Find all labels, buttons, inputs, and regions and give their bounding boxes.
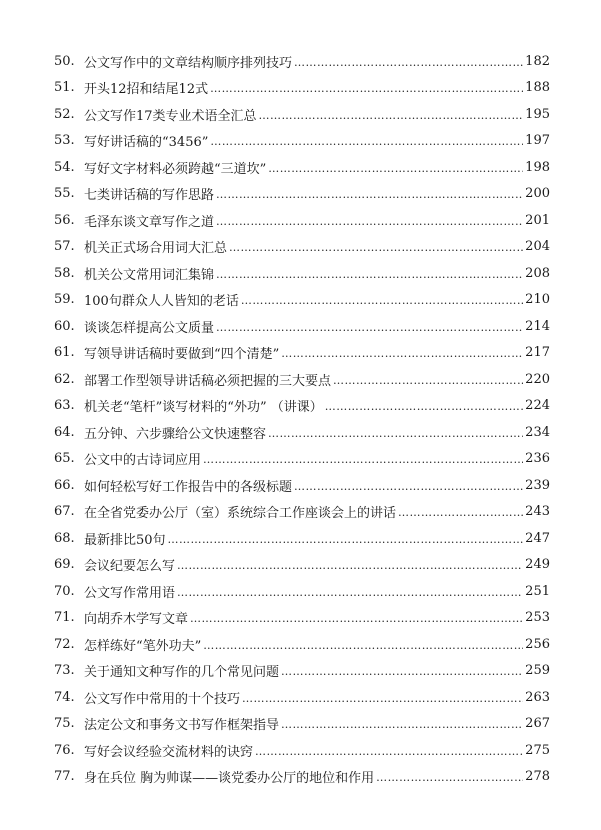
entry-title: 法定公文和事务文书写作框架指导: [84, 718, 280, 734]
dot-leader: [216, 321, 523, 334]
toc-entry[interactable]: [54, 234, 550, 261]
toc-entry[interactable]: [54, 101, 550, 128]
entry-title: 毛泽东谈文章写作之道: [84, 214, 215, 230]
dot-leader: [325, 400, 523, 413]
entry-title: 会议纪要怎么写: [84, 559, 176, 575]
entry-number: 61.: [54, 345, 75, 361]
entry-number: 70.: [54, 583, 75, 599]
dot-leader: [376, 771, 523, 784]
page-number: 275: [525, 742, 550, 758]
dot-leader: [190, 612, 523, 625]
entry-title: 关于通知文种写作的几个常见问题: [84, 665, 280, 681]
entry-number: 76.: [54, 742, 75, 758]
entry-number: 64.: [54, 424, 75, 440]
dot-leader: [242, 692, 523, 705]
toc-entry[interactable]: [54, 737, 550, 764]
toc-entry[interactable]: [54, 658, 550, 685]
entry-number: 75.: [54, 716, 75, 732]
dot-leader: [203, 639, 523, 652]
toc-entry[interactable]: [54, 764, 550, 791]
table-of-contents: [54, 48, 550, 790]
entry-number: 72.: [54, 636, 75, 652]
page-number: 267: [525, 716, 550, 732]
page-number: 217: [525, 345, 550, 361]
dot-leader: [216, 215, 523, 228]
page-number: 224: [525, 398, 550, 414]
entry-number: 71.: [54, 610, 75, 626]
entry-title: 公文中的古诗词应用: [84, 453, 202, 469]
page-number: 188: [525, 80, 550, 96]
entry-number: 68.: [54, 530, 75, 546]
dot-leader: [210, 82, 523, 95]
dot-leader: [259, 109, 524, 122]
entry-title: 公文写作中常用的十个技巧: [84, 691, 241, 707]
toc-entry[interactable]: [54, 366, 550, 393]
entry-title: 最新排比50句: [84, 532, 166, 548]
entry-title: 机关公文常用词汇集锦: [84, 267, 215, 283]
toc-entry[interactable]: [54, 260, 550, 287]
entry-title: 向胡乔木学写文章: [84, 612, 189, 628]
dot-leader: [281, 718, 523, 731]
entry-title: 如何轻松写好工作报告中的各级标题: [84, 479, 293, 495]
dot-leader: [216, 268, 523, 281]
page-number: 251: [525, 583, 550, 599]
toc-entry[interactable]: [54, 711, 550, 738]
page-number: 239: [525, 477, 550, 493]
page-number: 278: [525, 769, 550, 785]
page-number: 204: [525, 239, 550, 255]
dot-leader: [268, 427, 523, 440]
dot-leader: [281, 347, 523, 360]
entry-number: 58.: [54, 265, 75, 281]
entry-number: 66.: [54, 477, 75, 493]
page-number: 197: [525, 133, 550, 149]
entry-title: 写好会议经验交流材料的诀窍: [84, 744, 254, 760]
page-number: 214: [525, 318, 550, 334]
toc-entry[interactable]: [54, 154, 550, 181]
entry-title: 写好文字材料必须跨越“三道坎”: [84, 161, 267, 177]
page-number: 234: [525, 424, 550, 440]
entry-number: 57.: [54, 239, 75, 255]
dot-leader: [294, 480, 523, 493]
toc-entry[interactable]: [54, 340, 550, 367]
toc-entry[interactable]: [54, 578, 550, 605]
toc-entry[interactable]: [54, 631, 550, 658]
toc-entry[interactable]: [54, 684, 550, 711]
page-number: 198: [525, 159, 550, 175]
entry-title: 身在兵位 胸为帅谋——谈党委办公厅的地位和作用: [84, 771, 375, 787]
toc-entry[interactable]: [54, 472, 550, 499]
entry-title: 机关老“笔杆”谈写材料的“外功” （讲课）: [84, 400, 323, 416]
page-number: 259: [525, 663, 550, 679]
page-number: 263: [525, 689, 550, 705]
entry-number: 65.: [54, 451, 75, 467]
entry-title: 公文写作中的文章结构顺序排列技巧: [84, 55, 293, 71]
entry-number: 62.: [54, 371, 75, 387]
entry-number: 50.: [54, 53, 75, 69]
toc-entry[interactable]: [54, 393, 550, 420]
toc-entry[interactable]: [54, 525, 550, 552]
entry-number: 52.: [54, 106, 75, 122]
toc-entry[interactable]: [54, 181, 550, 208]
dot-leader: [168, 533, 524, 546]
toc-entry[interactable]: [54, 419, 550, 446]
entry-title: 写好讲话稿的“3456”: [84, 135, 209, 151]
dot-leader: [241, 294, 523, 307]
dot-leader: [281, 665, 523, 678]
entry-title: 公文写作17类专业术语全汇总: [84, 108, 257, 124]
page-number: 220: [525, 371, 550, 387]
entry-title: 谈谈怎样提高公文质量: [84, 320, 215, 336]
entry-number: 63.: [54, 398, 75, 414]
entry-title: 部署工作型领导讲话稿必须把握的三大要点: [84, 373, 332, 389]
toc-entry[interactable]: [54, 446, 550, 473]
toc-entry[interactable]: [54, 48, 550, 75]
dot-leader: [203, 453, 523, 466]
entry-number: 74.: [54, 689, 75, 705]
toc-entry[interactable]: [54, 75, 550, 102]
entry-title: 100句群众人人皆知的老话: [84, 294, 239, 310]
entry-number: 77.: [54, 769, 75, 785]
dot-leader: [216, 188, 523, 201]
entry-number: 59.: [54, 292, 75, 308]
entry-title: 五分钟、六步骤给公文快速整容: [84, 426, 267, 442]
entry-title: 公文写作常用语: [84, 585, 176, 601]
toc-entry[interactable]: [54, 287, 550, 314]
toc-entry[interactable]: [54, 128, 550, 155]
page-number: 236: [525, 451, 550, 467]
page-number: 256: [525, 636, 550, 652]
page-number: 247: [525, 530, 550, 546]
page-number: 243: [525, 504, 550, 520]
entry-number: 60.: [54, 318, 75, 334]
entry-number: 53.: [54, 133, 75, 149]
page-number: 208: [525, 265, 550, 281]
entry-number: 56.: [54, 212, 75, 228]
toc-entry[interactable]: [54, 207, 550, 234]
dot-leader: [398, 506, 523, 519]
dot-leader: [210, 135, 523, 148]
dot-leader: [177, 586, 523, 599]
page-number: 201: [525, 212, 550, 228]
entry-number: 67.: [54, 504, 75, 520]
dot-leader: [255, 745, 523, 758]
dot-leader: [268, 162, 523, 175]
dot-leader: [333, 374, 523, 387]
page-number: 253: [525, 610, 550, 626]
entry-number: 54.: [54, 159, 75, 175]
entry-number: 69.: [54, 557, 75, 573]
entry-title: 七类讲话稿的写作思路: [84, 188, 215, 204]
toc-entry[interactable]: [54, 605, 550, 632]
toc-entry[interactable]: [54, 313, 550, 340]
entry-title: 在全省党委办公厅（室）系统综合工作座谈会上的讲话: [84, 506, 397, 522]
page-number: 210: [525, 292, 550, 308]
entry-title: 写领导讲话稿时要做到“四个清楚”: [84, 347, 280, 363]
dot-leader: [177, 559, 523, 572]
entry-title: 机关正式场合用词大汇总: [84, 241, 228, 257]
entry-number: 55.: [54, 186, 75, 202]
toc-entry[interactable]: [54, 552, 550, 579]
dot-leader: [294, 56, 523, 69]
dot-leader: [229, 241, 523, 254]
entry-title: 开头12招和结尾12式: [84, 82, 209, 98]
toc-entry[interactable]: [54, 499, 550, 526]
entry-number: 73.: [54, 663, 75, 679]
page-number: 200: [525, 186, 550, 202]
page-number: 249: [525, 557, 550, 573]
page-number: 182: [525, 53, 550, 69]
page-number: 195: [525, 106, 550, 122]
entry-title: 怎样练好“笔外功夫”: [84, 638, 202, 654]
entry-number: 51.: [54, 80, 75, 96]
